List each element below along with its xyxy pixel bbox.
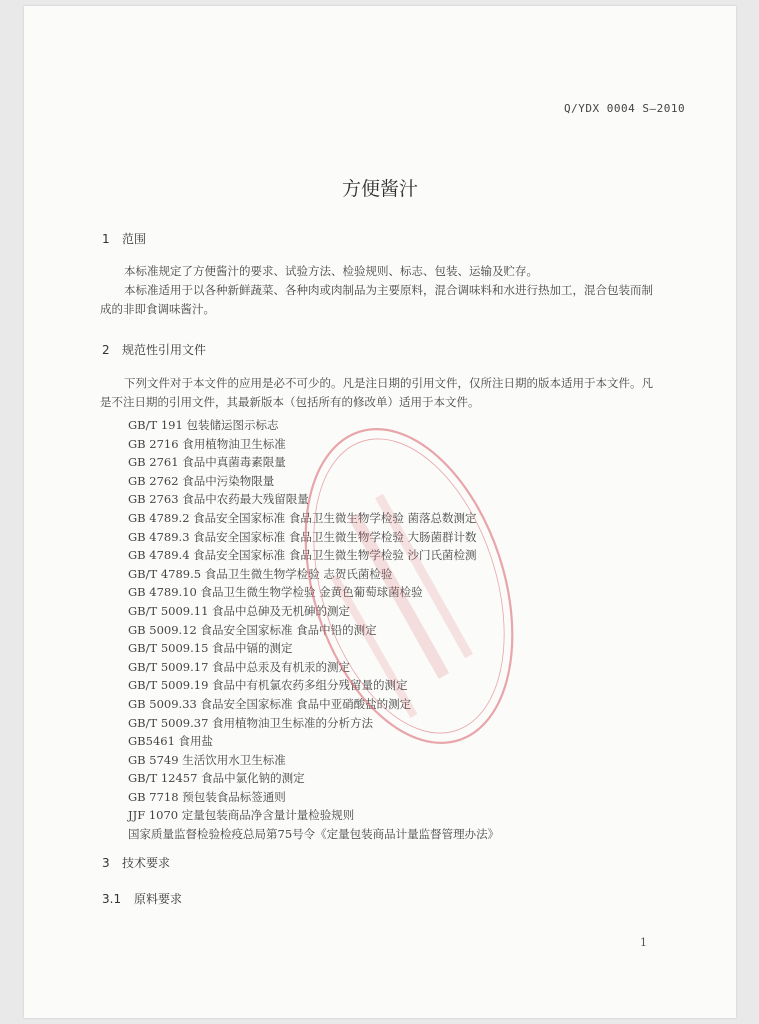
reference-item: GB 4789.3 食品安全国家标准 食品卫生微生物学检验 大肠菌群计数 [128, 529, 477, 544]
reference-item: GB 4789.10 食品卫生微生物学检验 金黄色葡萄球菌检验 [128, 585, 423, 600]
reference-item: GB 2716 食用植物油卫生标准 [128, 436, 286, 451]
reference-item: GB 5009.33 食品安全国家标准 食品中亚硝酸盐的测定 [128, 696, 412, 711]
references-intro [100, 374, 660, 412]
reference-item: GB 4789.4 食品安全国家标准 食品卫生微生物学检验 沙门氏菌检测 [128, 548, 477, 563]
paragraph: 下列文件对于本文件的应用是必不可少的。凡是注日期的引用文件，仅所注日期的版本适用于本文件。凡是不注日期的引用文件，其最新版本（包括所有的修改单）适用于本文件。 [100, 376, 653, 409]
document-page [24, 6, 736, 1018]
section-title: 规范性引用文件 [122, 343, 207, 357]
reference-item: GB/T 5009.11 食品中总砷及无机砷的测定 [128, 603, 351, 618]
section-3-heading [102, 854, 170, 871]
reference-item: JJF 1070 定量包装商品净含量计量检验规则 [128, 808, 355, 823]
reference-item: GB/T 4789.5 食品卫生微生物学检验 志贺氏菌检验 [128, 566, 393, 581]
section-title: 范围 [122, 232, 147, 246]
section-title: 原料要求 [134, 892, 183, 906]
section-title: 技术要求 [122, 856, 171, 870]
reference-item: GB/T 12457 食品中氯化钠的测定 [128, 771, 305, 786]
standard-code: Q/YDX 0004 S—2010 [564, 102, 686, 115]
page-title: 方便酱汁 [341, 178, 418, 200]
section-1-heading [102, 230, 146, 247]
reference-item: GB5461 食用盐 [128, 734, 214, 749]
section-3-1-heading [102, 890, 182, 907]
reference-item: GB 2761 食品中真菌毒素限量 [128, 455, 286, 470]
reference-item: GB 2762 食品中污染物限量 [128, 473, 275, 488]
reference-item: GB/T 5009.37 食用植物油卫生标准的分析方法 [128, 715, 374, 730]
paragraph: 本标准规定了方便酱汁的要求、试验方法、检验规则、标志、包装、运输及贮存。 [124, 264, 538, 278]
section-number: 2 [102, 343, 110, 357]
paragraph: 本标准适用于以各种新鲜蔬菜、各种肉或肉制品为主要原料，混合调味料和水进行热加工，混合包装而制成的非即食调味酱汁。 [100, 283, 653, 316]
reference-item: GB 4789.2 食品安全国家标准 食品卫生微生物学检验 菌落总数测定 [128, 510, 477, 525]
reference-item: GB 7718 预包装食品标签通则 [128, 789, 286, 804]
reference-item: GB 2763 食品中农药最大残留限量 [128, 492, 309, 507]
reference-item: GB/T 5009.15 食品中镉的测定 [128, 641, 293, 656]
section-number: 3 [102, 856, 110, 870]
reference-list [128, 416, 499, 844]
page-number: 1 [640, 936, 647, 949]
scope-text [100, 262, 660, 319]
reference-item: GB/T 5009.17 食品中总汞及有机汞的测定 [128, 659, 351, 674]
section-number: 3.1 [102, 892, 122, 906]
section-number: 1 [102, 232, 110, 246]
reference-item: 国家质量监督检验检疫总局第75号令《定量包装商品计量监督管理办法》 [128, 827, 500, 842]
reference-item: GB 5009.12 食品安全国家标准 食品中铅的测定 [128, 622, 377, 637]
reference-item: GB/T 191 包装储运图示标志 [128, 418, 279, 432]
reference-item: GB 5749 生活饮用水卫生标准 [128, 752, 286, 767]
section-2-heading [102, 341, 206, 358]
reference-item: GB/T 5009.19 食品中有机氯农药多组分残留量的测定 [128, 678, 408, 693]
